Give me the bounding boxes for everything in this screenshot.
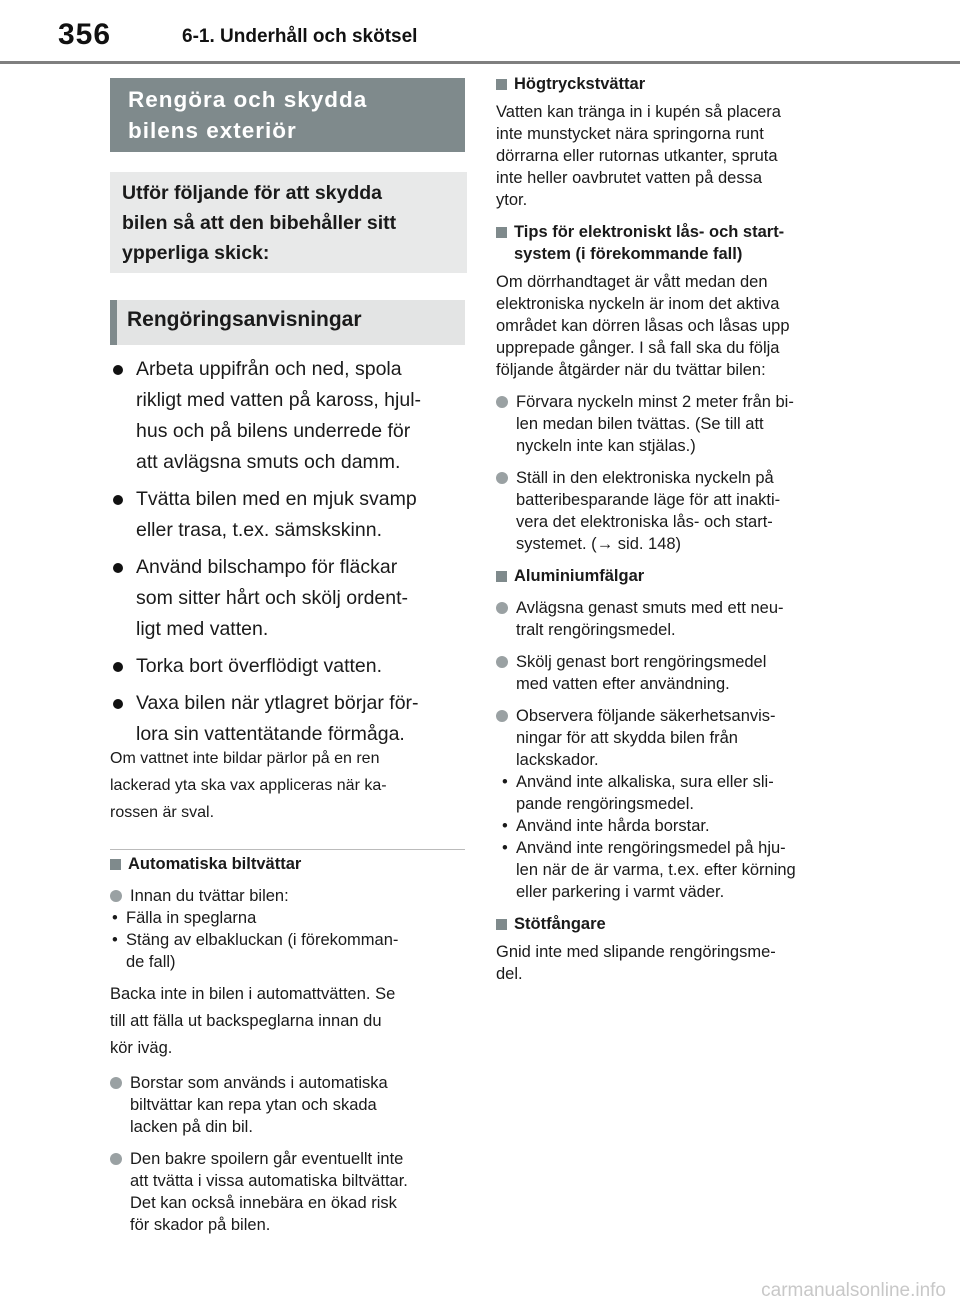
heading-text: system (i förekommande fall) [514, 245, 743, 263]
text-fragment: systemet. ( [516, 535, 597, 553]
list-item-line: att avlägsna smuts och damm. [136, 451, 401, 473]
section-title-box: Rengöringsanvisningar [110, 300, 465, 345]
circle-bullet-icon [496, 710, 508, 722]
bumper-text [496, 941, 858, 985]
section-header: 6-1. Underhåll och skötsel [182, 26, 418, 47]
sub-item-line: len när de är varma, t.ex. efter körning [516, 861, 796, 879]
para-line: kör iväg. [110, 1039, 173, 1057]
para-line: Backa inte in bilen i automattvätten. Se [110, 985, 396, 1003]
list-item [496, 705, 858, 771]
chapter-title-line: Rengöra och skydda [128, 87, 368, 112]
square-bullet-icon [496, 79, 507, 90]
square-bullet-icon [110, 859, 121, 870]
list-item-line: Borstar som används i automatiska [130, 1074, 388, 1092]
circle-bullet-icon [110, 890, 122, 902]
circle-bullet-icon [496, 396, 508, 408]
list-item-line: eller trasa, t.ex. sämskskinn. [136, 519, 382, 541]
list-item-line: Använd bilschampo för fläckar [136, 556, 398, 578]
circle-bullet-icon [110, 1153, 122, 1165]
bullet-icon [113, 699, 123, 709]
para-line: upprepade gånger. I så fall ska du följa [496, 339, 780, 357]
list-item-line [516, 533, 858, 555]
auto-wash-section [110, 853, 468, 1236]
square-bullet-icon [496, 571, 507, 582]
list-item-line: rikligt med vatten på kaross, hjul- [136, 389, 422, 411]
sub-item-line: Stäng av elbakluckan (i förekomman- [126, 931, 399, 949]
page-reference-link[interactable]: sid. 148) [613, 535, 682, 553]
list-item-line: vera det elektroniska lås- och start- [516, 513, 773, 531]
list-item-line: Den bakre spoilern går eventuellt inte [130, 1150, 404, 1168]
para-line: följande åtgärder när du tvättar bilen: [496, 361, 766, 379]
list-item-line: ningar för att skydda bilen från [516, 729, 738, 747]
intro-box [110, 172, 467, 273]
header-divider [0, 61, 960, 64]
circle-bullet-icon [110, 1077, 122, 1089]
list-item-line: Skölj genast bort rengöringsmedel [516, 653, 767, 671]
arrow-right-icon: → [596, 535, 614, 553]
sub-item-line: de fall) [126, 953, 176, 971]
sub-item-line: eller parkering i varmt väder. [516, 883, 725, 901]
intro-line: ypperliga skick: [122, 242, 270, 264]
sub-item [498, 771, 858, 815]
list-item-line: batteribesparande läge för att inakti- [516, 491, 781, 509]
circle-bullet-icon [496, 656, 508, 668]
heading-text: Stötfångare [514, 915, 606, 933]
para-line: inte heller oavbrutet vatten på dessa [496, 169, 763, 187]
para-line: del. [496, 965, 523, 983]
list-item [110, 885, 468, 907]
reverse-warning [110, 981, 468, 1062]
bullet-icon [113, 563, 123, 573]
list-item-line: tralt rengöringsmedel. [516, 621, 676, 639]
list-item-line: som sitter hårt och skölj ordent- [136, 587, 409, 609]
list-item-line: Vaxa bilen när ytlagret börjar för- [136, 692, 419, 714]
square-bullet-icon [496, 919, 507, 930]
list-item-line: att tvätta i vissa automatiska biltvättar. [130, 1172, 408, 1190]
chapter-title-box [110, 78, 465, 152]
list-item-line: len medan bilen tvättas. (Se till att [516, 415, 764, 433]
page-number: 356 [58, 18, 112, 51]
cleaning-instructions-list [110, 354, 470, 756]
sub-item [108, 907, 468, 929]
intro-line: Utför följande för att skydda [122, 182, 383, 204]
wax-note [110, 745, 465, 826]
square-bullet-icon [496, 227, 507, 238]
heading-text: Tips för elektroniskt lås- och start- [514, 223, 785, 241]
auto-wash-heading [110, 853, 468, 875]
aluminium-heading [496, 565, 858, 587]
heading-text: Högtryckstvättar [514, 75, 646, 93]
list-item-line: Torka bort överflödigt vatten. [136, 655, 383, 677]
sub-item [108, 929, 468, 973]
list-item-line: Ställ in den elektroniska nyckeln på [516, 469, 774, 487]
dot-bullet-icon: • [502, 839, 508, 857]
list-item [110, 651, 470, 682]
sub-item-line: Använd inte alkaliska, sura eller sli- [516, 773, 774, 791]
list-item-line: Observera följande säkerhetsanvis- [516, 707, 776, 725]
intro-line: bilen så att den bibehåller sitt [122, 212, 397, 234]
para-line: Vatten kan tränga in i kupén så placera [496, 103, 781, 121]
para-line: Om dörrhandtaget är vått medan den [496, 273, 768, 291]
list-item [110, 484, 470, 546]
bullet-icon [113, 662, 123, 672]
para-line: dörrarna eller rutornas utkanter, spruta [496, 147, 778, 165]
pressure-wash-text [496, 101, 858, 211]
list-item [496, 597, 858, 641]
list-item-line: Innan du tvättar bilen: [130, 887, 289, 905]
para-line: elektroniska nyckeln är inom det aktiva [496, 295, 780, 313]
list-item [110, 1148, 468, 1236]
sub-item [498, 815, 858, 837]
list-item-line: nyckeln inte kan stjälas.) [516, 437, 696, 455]
dot-bullet-icon: • [112, 909, 118, 927]
list-item [110, 688, 470, 750]
list-item [110, 552, 470, 645]
list-item-line: med vatten efter användning. [516, 675, 730, 693]
list-item-line: hus och på bilens underrede för [136, 420, 411, 442]
dot-bullet-icon: • [112, 931, 118, 949]
circle-bullet-icon [496, 602, 508, 614]
list-item [110, 354, 470, 478]
list-item-line: Avlägsna genast smuts med ett neu- [516, 599, 784, 617]
note-line: rossen är sval. [110, 804, 215, 821]
chapter-title-line: bilens exteriör [128, 118, 297, 143]
dot-bullet-icon: • [502, 817, 508, 835]
sub-item-line: pande rengöringsmedel. [516, 795, 694, 813]
list-item [496, 651, 858, 695]
para-line: ytor. [496, 191, 528, 209]
para-line: inte munstycket nära springorna runt [496, 125, 764, 143]
watermark: carmanualsonline.info [761, 1280, 946, 1301]
bullet-icon [113, 495, 123, 505]
list-item [496, 467, 858, 555]
sub-item-line: Använd inte hårda borstar. [516, 817, 710, 835]
sub-item [498, 837, 858, 903]
list-item-line: ligt med vatten. [136, 618, 269, 640]
sub-item-line: Fälla in speglarna [126, 909, 257, 927]
bumper-heading [496, 913, 858, 935]
list-item-line: lacken på din bil. [130, 1118, 253, 1136]
list-item-line: lackskador. [516, 751, 599, 769]
divider [110, 849, 465, 850]
list-item [110, 1072, 468, 1138]
bullet-icon [113, 365, 123, 375]
para-line: till att fälla ut backspeglarna innan du [110, 1012, 382, 1030]
dot-bullet-icon: • [502, 773, 508, 791]
list-item-line: för skador på bilen. [130, 1216, 271, 1234]
pressure-wash-heading [496, 73, 858, 95]
circle-bullet-icon [496, 472, 508, 484]
smart-key-text [496, 271, 858, 381]
para-line: området kan dörren låsas och låsas upp [496, 317, 790, 335]
list-item-line: Förvara nyckeln minst 2 meter från bi- [516, 393, 794, 411]
list-item-line: biltvättar kan repa ytan och skada [130, 1096, 377, 1114]
heading-text: Automatiska biltvättar [128, 855, 302, 873]
smart-key-heading [496, 221, 858, 265]
list-item [496, 391, 858, 457]
right-column [496, 73, 858, 985]
para-line: Gnid inte med slipande rengöringsme- [496, 943, 776, 961]
heading-text: Aluminiumfälgar [514, 567, 645, 585]
note-line: Om vattnet inte bildar pärlor på en ren [110, 750, 380, 767]
list-item-line: Det kan också innebära en ökad risk [130, 1194, 397, 1212]
list-item-line: Arbeta uppifrån och ned, spola [136, 358, 402, 380]
list-item-line: lora sin vattentätande förmåga. [136, 723, 405, 745]
note-line: lackerad yta ska vax appliceras när ka- [110, 777, 387, 794]
sub-item-line: Använd inte rengöringsmedel på hju- [516, 839, 786, 857]
list-item-line: Tvätta bilen med en mjuk svamp [136, 488, 417, 510]
